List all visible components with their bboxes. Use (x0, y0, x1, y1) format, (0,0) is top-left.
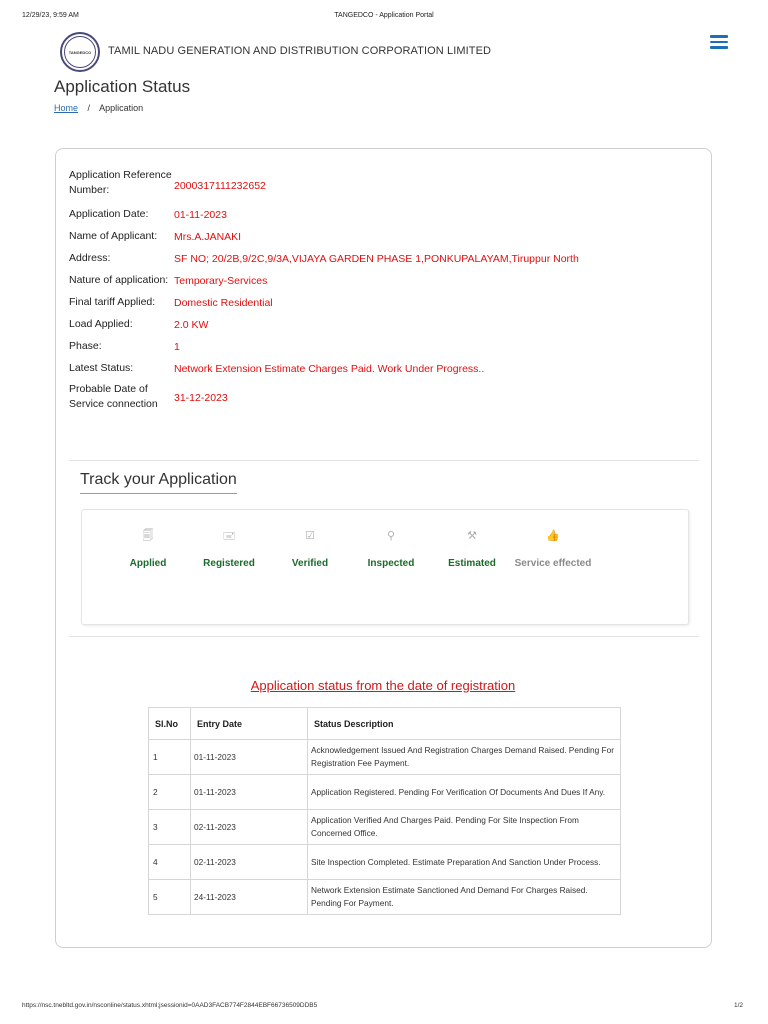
cell-status-description: Network Extension Estimate Sanctioned And Demand For Charges Raised. Pending For Payment. (308, 880, 621, 915)
table-row (149, 810, 621, 845)
detail-probable-date (69, 382, 689, 414)
site-header (0, 30, 768, 74)
cell-status-description: Application Registered. Pending For Verification Of Documents And Dues If Any. (308, 775, 621, 810)
table-header-row (149, 708, 621, 740)
step-inspected (346, 528, 436, 569)
history-title: Application status from the date of registration (250, 678, 516, 693)
print-header (0, 8, 768, 24)
hamburger-icon[interactable] (710, 35, 728, 49)
checkbox-icon: ☑ (305, 530, 315, 542)
cell-slno: 5 (149, 880, 191, 915)
step-service-effected (508, 528, 598, 569)
table-row (149, 740, 621, 775)
thumbs-up-icon: 👍 (546, 530, 560, 542)
page-number: 1/2 (734, 1002, 744, 1009)
detail-reference-number (69, 168, 689, 200)
step-applied (103, 528, 193, 569)
cell-status-description: Acknowledgement Issued And Registration Charges Demand Raised. Pending For Registration Fee Payment. (308, 740, 621, 775)
step-verified (265, 528, 355, 569)
track-title: Track your Application (80, 471, 237, 494)
step-label: Estimated (448, 558, 496, 569)
cell-entry-date: 02-11-2023 (191, 845, 308, 880)
cell-slno: 1 (149, 740, 191, 775)
column-header: Entry Date (191, 708, 308, 740)
track-steps (81, 509, 689, 625)
detail-value: 31-12-2023 (174, 392, 228, 404)
detail-label: Latest Status: (69, 362, 134, 374)
cell-entry-date: 01-11-2023 (191, 740, 308, 775)
detail-label: Nature of application: (69, 274, 169, 286)
cell-entry-date: 24-11-2023 (191, 880, 308, 915)
application-status-card (55, 148, 712, 948)
step-label: Inspected (367, 558, 415, 569)
tangedco-logo[interactable] (60, 32, 100, 72)
step-label: Verified (291, 558, 329, 569)
detail-value: 1 (174, 341, 180, 353)
step-label: Service effected (514, 558, 592, 569)
table-row (149, 775, 621, 810)
divider (69, 636, 699, 637)
step-estimated (427, 528, 517, 569)
breadcrumb (54, 103, 143, 113)
cell-slno: 3 (149, 810, 191, 845)
detail-value: Domestic Residential (174, 297, 273, 309)
detail-label: Final tariff Applied: (69, 296, 156, 308)
detail-value: SF NO; 20/2B,9/2C,9/3A,VIJAYA GARDEN PHASE 1,PONKUPALAYAM,Tiruppur North (174, 253, 579, 265)
table-row (149, 880, 621, 915)
step-label: Applied (129, 558, 167, 569)
pin-icon: ⚲ (386, 530, 396, 542)
inbox-icon: 🖃 (222, 530, 236, 542)
detail-label: Address: (69, 252, 111, 264)
detail-label: Application Reference Number: (69, 169, 172, 196)
cell-slno: 2 (149, 775, 191, 810)
print-datetime: 12/29/23, 9:59 AM (22, 12, 79, 19)
detail-value: 2000317111232652 (174, 180, 266, 192)
detail-value: 2.0 KW (174, 319, 209, 331)
tools-icon: ⚒ (467, 530, 477, 542)
breadcrumb-home-link[interactable]: Home (54, 103, 79, 113)
step-registered (184, 528, 274, 569)
detail-value: 01-11-2023 (174, 209, 227, 221)
table-row (149, 845, 621, 880)
cell-slno: 4 (149, 845, 191, 880)
step-label: Registered (203, 558, 255, 569)
org-name: TAMIL NADU GENERATION AND DISTRIBUTION CORPORATION LIMITED (108, 45, 492, 57)
detail-label: Load Applied: (69, 318, 133, 330)
divider (69, 460, 699, 461)
column-header: Sl.No (149, 708, 191, 740)
column-header: Status Description (308, 708, 621, 740)
cell-entry-date: 02-11-2023 (191, 810, 308, 845)
document-icon: 🗐 (142, 530, 154, 542)
detail-label: Phase: (69, 340, 102, 352)
detail-label: Probable Date of Service connection (69, 383, 158, 410)
breadcrumb-separator: / (87, 103, 91, 113)
cell-entry-date: 01-11-2023 (191, 775, 308, 810)
history-table (148, 707, 621, 915)
cell-status-description: Site Inspection Completed. Estimate Preparation And Sanction Under Process. (308, 845, 621, 880)
detail-value: Mrs.A.JANAKI (174, 231, 242, 243)
detail-value: Temporary-Services (174, 275, 268, 287)
breadcrumb-current: Application (99, 103, 144, 113)
detail-value: Network Extension Estimate Charges Paid. Work Under Progress.. (174, 363, 485, 375)
print-title: TANGEDCO - Application Portal (334, 12, 434, 19)
detail-label: Name of Applicant: (69, 230, 158, 242)
detail-label: Application Date: (69, 208, 149, 220)
page-url: https://nsc.tnebltd.gov.in/nsconline/status.xhtml;jsessionid=0AAD3FACB774F2844EBF66736509DDB5 (22, 1002, 318, 1009)
page-title: Application Status (54, 77, 191, 96)
cell-status-description: Application Verified And Charges Paid. Pending For Site Inspection From Concerned Office. (308, 810, 621, 845)
logo-text: TANGEDCO (64, 36, 96, 68)
